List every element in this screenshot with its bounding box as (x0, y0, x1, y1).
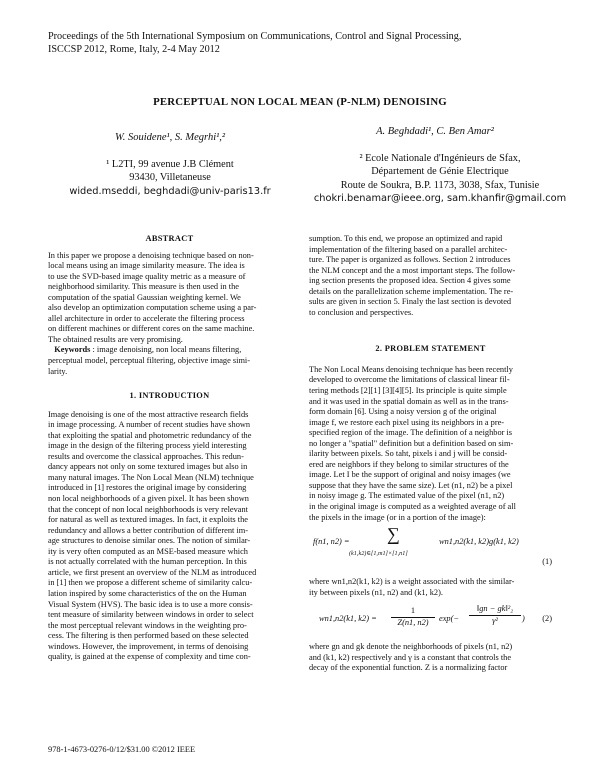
keywords-text: : image denoising, non local means filtering, (92, 345, 242, 355)
eq2-norm-numerator: ‖gn − gk‖²₂ (469, 604, 521, 616)
body-line: ered are neighbors if they belong to similar structures of the (309, 459, 509, 469)
body-line: to conclusion and perspectives. (309, 307, 414, 317)
aff-right-line-3: Route de Soukra, B.P. 1173, 3038, Sfax, Tunisie (340, 179, 540, 191)
body-line: implementation of the filtering based on a parallel architec- (309, 244, 508, 254)
intro-line: Visual System (HVS). The basic idea is to use a more consis- (48, 599, 253, 609)
body-line: details on the parallelization scheme implementation. The re- (309, 286, 514, 296)
right-top-body (309, 234, 552, 318)
keywords-line: perceptual model, perceptual filtering, objective image simi- (48, 356, 251, 366)
intro-line: windows. However, the improvement, in terms of denoising (48, 641, 249, 651)
body-line: where wn1,n2(k1, k2) is a weight associated with the similar- (309, 577, 515, 587)
body-line: in the original image is computed as a weighted average of all (309, 502, 516, 512)
abstract-line: neighborhood similarity. This measure is then used in the (48, 282, 239, 292)
eq2-frac-numerator: 1 (391, 606, 435, 618)
intro-line: age structures to denoise similar ones. The notion of similar- (48, 536, 251, 546)
abstract-line: The obtained results are very promising. (48, 334, 183, 344)
eq2-number: (2) (542, 614, 552, 624)
sum-symbol: ∑ (387, 524, 400, 545)
paper-title: PERCEPTUAL NON LOCAL MEAN (P-NLM) DENOISING (153, 96, 447, 108)
after-eq2 (309, 642, 552, 674)
intro-line: cess. The filtering is then performed based on these selected (48, 631, 249, 641)
body-line: form domain [6]. Using a noisy version g of the original (309, 407, 497, 417)
abstract-line: also develop an optimization computation scheme using a par- (48, 303, 257, 313)
body-line: in noisy image g. The estimated value of the pixel (n1, n2) (309, 491, 505, 501)
equation-1 (309, 524, 552, 577)
body-line: developed to overcome the limitations of classical linear fil- (309, 375, 510, 385)
abstract-line: computation of the spatial Gaussian weighting kernel. We (48, 292, 241, 302)
eq2-norm-denominator: γ² (492, 615, 498, 625)
body-line: image. Let I be the support of original and noisy images (we (309, 470, 511, 480)
eq2-exp: exp(− (439, 614, 460, 624)
affiliation-right (300, 152, 580, 205)
intro-body (48, 410, 291, 663)
body-line: ture. The paper is organized as follows. Section 2 introduces (309, 255, 511, 265)
intro-line: many natural images. The Non Local Mean (NLM) technique (48, 472, 254, 482)
intro-line: non local neighborhoods of a given pixel. It has been shown (48, 494, 249, 504)
abstract-line: local means using an image similarity measure. The idea is (48, 261, 245, 271)
body-line: no longer a "spatial" definition but a definition based on sim- (309, 438, 514, 448)
authors-left: W. Souidene¹, S. Megrhi¹,² (114, 132, 226, 143)
body-line: the NLM concept and the a most important steps. The follow- (309, 265, 516, 275)
affiliation-left (30, 158, 310, 198)
body-line: and it was used in the spatial domain as well as in the trans- (309, 396, 509, 406)
authors-right: A. Beghdadi¹, C. Ben Amar² (376, 126, 494, 137)
eq1-number: (1) (542, 557, 552, 567)
equation-2 (309, 604, 552, 642)
abstract-line: allel architecture in order to accelerate the filtering process (48, 313, 245, 323)
body-line: ity between pixels (n1, n2) and (k1, k2). (309, 587, 443, 597)
right-column (309, 234, 552, 674)
intro-line: results and overcome the classical approaches. This redun- (48, 451, 244, 461)
body-line: the pixels in the image (or in a portion of the image): (309, 512, 486, 522)
header-line-2: ISCCSP 2012, Rome, Italy, 2-4 May 2012 (48, 44, 220, 55)
intro-line: is not actually correlated with the human perception. In this (48, 557, 247, 567)
intro-line: quality, is gained at the expense of complexity and time con- (48, 652, 251, 662)
aff-right-line-1: ² Ecole Nationale d'Ingénieurs de Sfax, (359, 153, 521, 164)
eq2-lhs: wn1,n2(k1, k2) = (319, 614, 377, 624)
intro-line: ity is very often computed as an MSE-based measure which (48, 546, 248, 556)
body-line: The Non Local Means denoising technique has been recently (309, 364, 513, 374)
left-column (48, 234, 291, 663)
eq1-sum-subscript: (k1,k2)∈[1,m1]×[1,n1] (349, 550, 408, 558)
header-line-1: Proceedings of the 5th International Symposium on Communications, Control and Signal Processing, (48, 31, 462, 42)
keywords-line (48, 345, 291, 356)
intro-line: in [1] then we propose a different scheme of similarity calcu- (48, 578, 253, 588)
abstract-body (48, 251, 291, 378)
after-eq1 (309, 577, 552, 598)
intro-line: dancy appears not only on some textured images but also in (48, 462, 248, 472)
intro-line: Image denoising is one of the most attractive research fields (48, 409, 249, 419)
intro-line: that exploiting the spatial and photometric redundancy of the (48, 430, 252, 440)
body-line: specified region of the image. The definition of a neighbor is (309, 428, 513, 438)
eq2-close: ) (522, 614, 525, 624)
eq1-lhs: f(n1, n2) = (313, 537, 350, 547)
body-line: tering methods [2][1] [3][4][5]. Its principle is quite simple (309, 386, 507, 396)
intro-line: tent measure of similarity between windows in order to select (48, 610, 254, 620)
keywords-line: larity. (48, 366, 68, 376)
body-line: decay of the exponential function. Z is a normalizing factor (309, 663, 508, 673)
proceedings-header (48, 30, 488, 56)
intro-line: introduced in [1] restores the original image by considering (48, 483, 247, 493)
intro-line: that the concept of non local neighborhoods is very relevant (48, 504, 248, 514)
intro-line: article, we first present an overview of the NLM as introduced (48, 567, 257, 577)
intro-line: image in the design of the filtering process yield interesting (48, 441, 247, 451)
aff-left-line-1: ¹ L2TI, 99 avenue J.B Clément (106, 159, 234, 170)
intro-line: lation inspired by some characteristics of the on the Human (48, 588, 247, 598)
abstract-line: In this paper we propose a denoising technique based on non- (48, 250, 254, 260)
eq1-rhs: wn1,n2(k1, k2)g(k1, k2) (439, 537, 519, 547)
body-line: ing section presents the proposed idea. Section 4 gives some (309, 276, 511, 286)
problem-body (309, 365, 552, 523)
body-line: where gn and gk denote the neighborhoods of pixels (n1, n2) (309, 642, 513, 652)
eq2-frac-denominator: Z(n1, n2) (397, 617, 429, 627)
intro-line: in image processing. A number of recent studies have shown (48, 420, 251, 430)
copyright-footer: 978-1-4673-0276-0/12/$31.00 ©2012 IEEE (48, 745, 196, 754)
intro-heading: 1. INTRODUCTION (129, 391, 210, 401)
abstract-heading: ABSTRACT (145, 234, 194, 243)
eq2-fraction (391, 606, 435, 628)
body-line: ilarity between pixels. So taht, pixels i and j will be consid- (309, 449, 508, 459)
body-line: suppose that they have the same size). Let (n1, n2) be a pixel (309, 480, 513, 490)
aff-left-email: wided.mseddi, beghdadi@univ-paris13.fr (69, 185, 271, 197)
body-line: image f, we restore each pixel using its neighbors in a pre- (309, 417, 505, 427)
aff-right-line-2: Département de Génie Electrique (371, 166, 509, 178)
aff-left-line-2: 93430, Villetaneuse (129, 172, 211, 184)
body-line: sults are given in section 5. Finaly the last section is devoted (309, 297, 512, 307)
intro-line: the most perceptual relevant windows in the weighting pro- (48, 620, 247, 630)
abstract-line: to use the SVD-based image quality metric as a measure of (48, 271, 246, 281)
eq2-norm-fraction (469, 604, 521, 626)
body-line: and (k1, k2) respectively and γ is a constant that controls the (309, 652, 512, 662)
keywords-label: Keywords (54, 345, 91, 355)
problem-heading: 2. PROBLEM STATEMENT (375, 344, 486, 354)
abstract-line: on different machines or different cores on the same machine. (48, 324, 255, 334)
body-line: sumption. To this end, we propose an optimized and rapid (309, 234, 503, 243)
intro-line: redundancy and allows a better contribution of different im- (48, 525, 249, 535)
aff-right-email: chokri.benamar@ieee.org, sam.khanfir@gmail.com (313, 192, 567, 204)
intro-line: for natural as well as textured images. In fact, it exploits the (48, 515, 248, 525)
